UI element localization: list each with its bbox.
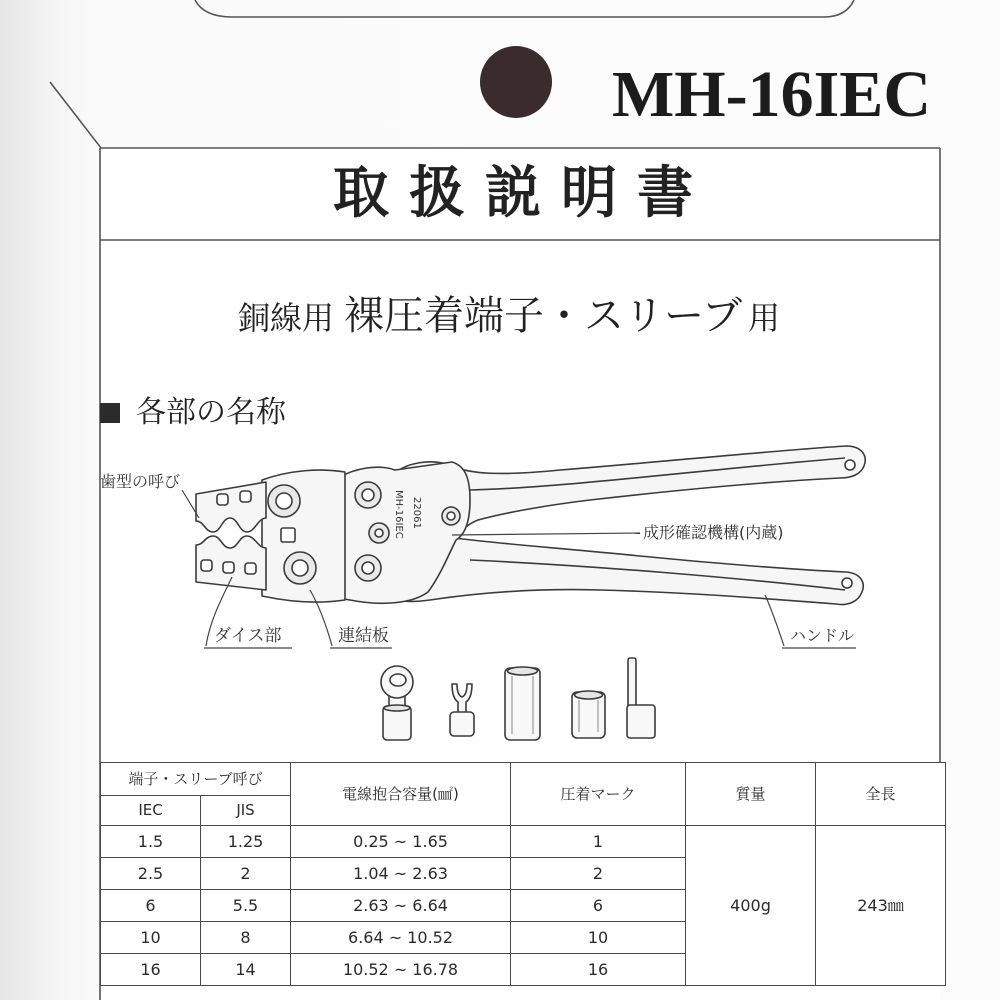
table-header-row — [101, 763, 946, 796]
ring-terminal-barrel-mouth — [384, 705, 410, 711]
section-heading: 各部の名称 — [136, 395, 286, 430]
label-die-designation: 歯型の呼び — [100, 472, 181, 491]
pin-terminal-illustration — [627, 658, 655, 738]
label-die-section: ダイス部 — [214, 626, 282, 646]
section-header — [100, 395, 286, 430]
cell-jis: 2 — [201, 858, 291, 890]
pin-terminal-barrel — [627, 705, 655, 738]
link-plate-bolt-center — [276, 493, 292, 509]
page-title: 取扱説明書 — [333, 161, 713, 226]
table-header-weight: 質量 — [686, 763, 816, 826]
die-size-tag — [245, 563, 256, 574]
label-forming-check: 成形確認機構(内蔵) — [643, 523, 784, 542]
fork-terminal-prongs — [452, 684, 472, 713]
lower-handle — [398, 538, 863, 605]
upper-handle-hole — [845, 460, 855, 470]
subtitle-prefix: 銅線用 — [238, 299, 335, 337]
cell-capacity: 1.04 ~ 2.63 — [291, 858, 511, 890]
long-sleeve-mouth — [508, 667, 538, 675]
label-handle: ハンドル — [790, 626, 855, 645]
subtitle-suffix: 用 — [748, 299, 781, 337]
pivot-bolt-center — [447, 512, 455, 520]
mechanism-bolt-center — [362, 562, 374, 574]
hanger-hole — [480, 46, 552, 118]
package-left-diagonal-edge — [50, 82, 101, 148]
leader-line-handle — [765, 595, 784, 646]
upper-die-jaw — [196, 482, 266, 532]
cell-capacity: 2.63 ~ 6.64 — [291, 890, 511, 922]
table-header-size-group: 端子・スリーブ呼び — [101, 763, 291, 796]
die-size-tag — [217, 494, 228, 505]
model-number: MH-16IEC — [612, 58, 931, 131]
cell-crimp-mark: 16 — [511, 954, 686, 986]
cell-iec: 1.5 — [101, 826, 201, 858]
cell-jis: 14 — [201, 954, 291, 986]
short-sleeve-illustration — [572, 691, 605, 738]
table-header-capacity: 電線抱合容量(㎟) — [291, 763, 511, 826]
cell-jis: 1.25 — [201, 826, 291, 858]
long-sleeve-body — [505, 668, 540, 740]
ring-terminal-hole — [390, 674, 406, 686]
label-link-plate: 連結板 — [338, 626, 389, 646]
die-size-tag — [223, 562, 234, 573]
cell-length: 243㎜ — [816, 826, 946, 986]
cell-crimp-mark: 1 — [511, 826, 686, 858]
cell-capacity: 0.25 ~ 1.65 — [291, 826, 511, 858]
cell-weight: 400g — [686, 826, 816, 986]
cell-jis: 5.5 — [201, 890, 291, 922]
mechanism-bolt-center — [362, 489, 374, 501]
lower-handle-hole — [842, 578, 852, 588]
cell-iec: 2.5 — [101, 858, 201, 890]
spec-table — [100, 762, 946, 986]
cell-iec: 10 — [101, 922, 201, 954]
section-bullet-icon — [100, 403, 120, 423]
hanger-top-edge — [195, 0, 854, 17]
tool-model-marking: MH-16IEC — [393, 490, 404, 539]
table-row — [101, 826, 946, 858]
long-sleeve-illustration — [505, 667, 540, 740]
table-header-length: 全長 — [816, 763, 946, 826]
cell-iec: 6 — [101, 890, 201, 922]
cell-crimp-mark: 2 — [511, 858, 686, 890]
die-size-tag — [201, 560, 212, 571]
cell-capacity: 10.52 ~ 16.78 — [291, 954, 511, 986]
table-header-crimp-mark: 圧着マーク — [511, 763, 686, 826]
link-plate-bolt-center — [292, 560, 308, 576]
fork-terminal-illustration — [450, 684, 474, 736]
cell-iec: 16 — [101, 954, 201, 986]
short-sleeve-mouth — [575, 691, 603, 699]
mechanism-bolt-center — [375, 529, 383, 537]
cell-crimp-mark: 10 — [511, 922, 686, 954]
fork-terminal-barrel — [450, 712, 474, 736]
cell-crimp-mark: 6 — [511, 890, 686, 922]
cell-jis: 8 — [201, 922, 291, 954]
cell-capacity: 6.64 ~ 10.52 — [291, 922, 511, 954]
subtitle — [238, 293, 781, 339]
table-header-iec: IEC — [101, 796, 201, 826]
maker-logo-mark — [281, 528, 295, 542]
table-header-jis: JIS — [201, 796, 291, 826]
die-size-tag — [240, 491, 251, 502]
terminal-illustrations — [381, 658, 655, 740]
tool-code-marking: 22061 — [411, 497, 422, 529]
leader-line-forming-check — [452, 533, 640, 535]
subtitle-main: 裸圧着端子・スリーブ — [344, 293, 743, 339]
pin-terminal-pin — [628, 658, 636, 707]
ring-terminal-illustration — [381, 666, 413, 740]
